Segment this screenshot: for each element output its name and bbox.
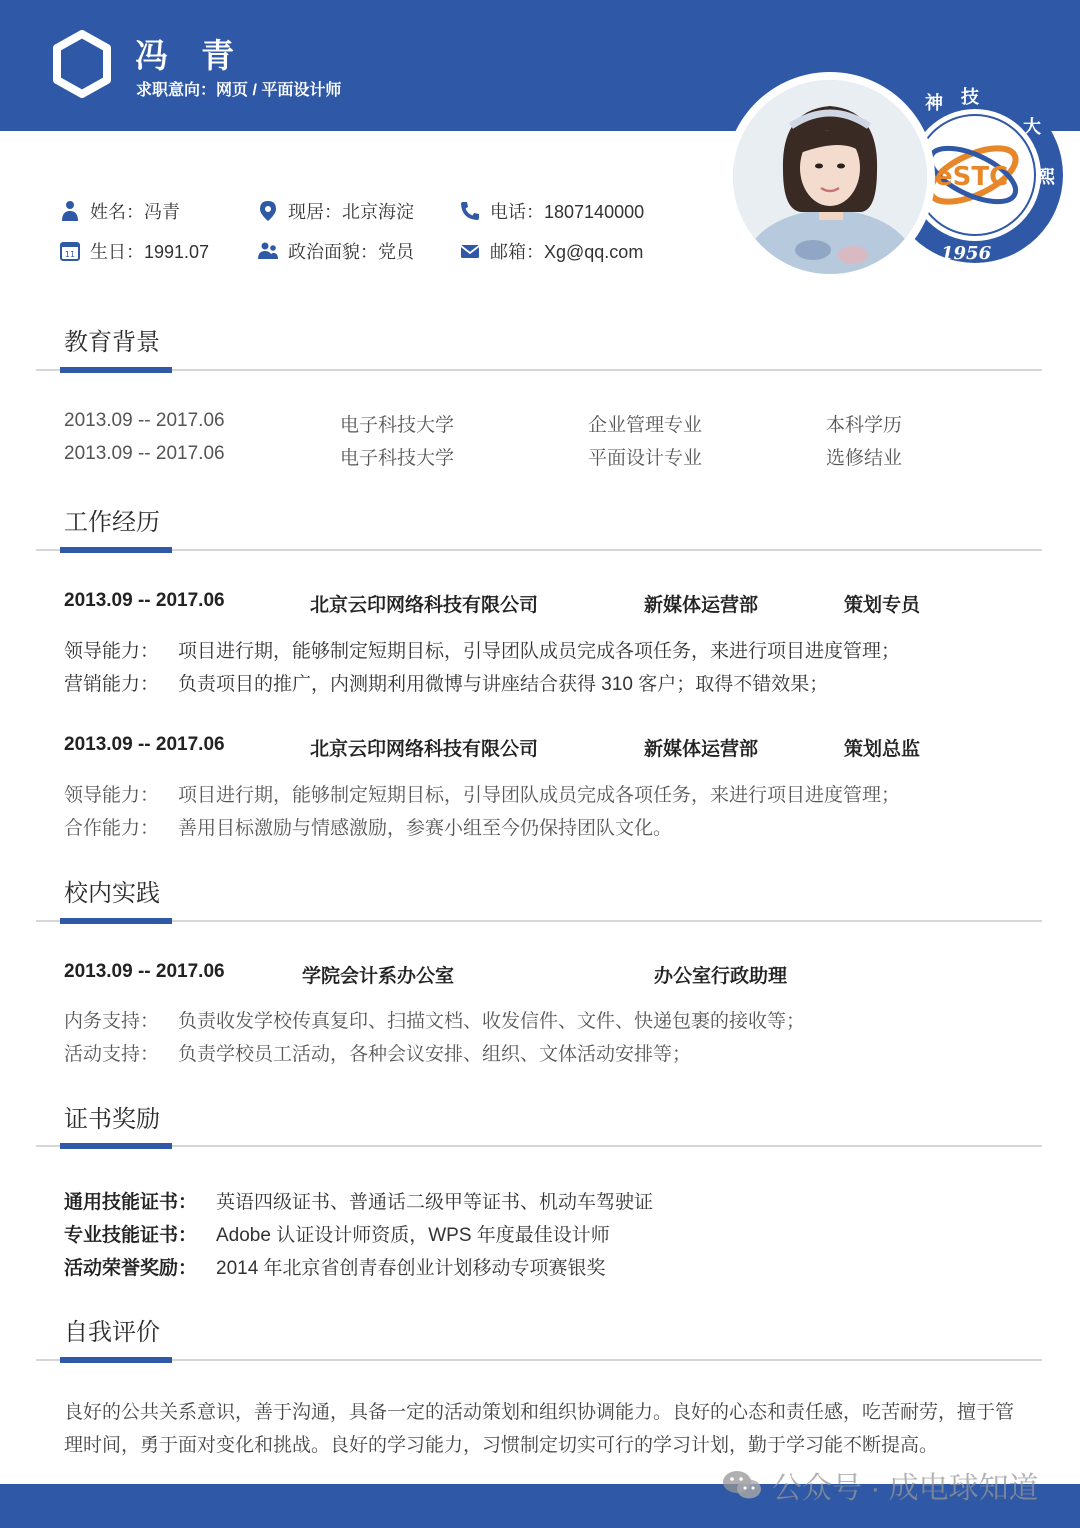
info-political: 政治面貌：党员 (256, 238, 414, 264)
info-location: 现居：北京海淀 (256, 198, 414, 224)
campus-detail: 活动支持： 负责学校员工活动，各种会议安排、组织、文体活动安排等； (64, 1044, 692, 1065)
profile-photo (733, 80, 927, 274)
info-phone: 电话：1807140000 (458, 198, 644, 224)
section-accent (60, 1143, 172, 1149)
job-detail: 合作能力： 善用目标激励与情感激励，参赛小组至今仍保持团队文化。 (64, 818, 673, 839)
award-item: 通用技能证书： 英语四级证书、普通话二级甲等证书、机动车驾驶证 (64, 1192, 654, 1213)
job-detail: 营销能力： 负责项目的推广，内测期利用微博与讲座结合获得 310 客户；取得不错效果； (64, 674, 829, 695)
info-email: 邮箱：Xg@qq.com (458, 238, 643, 264)
svg-text:11: 11 (64, 250, 76, 259)
svg-text:技: 技 (961, 87, 979, 108)
info-birthday: 11 生日：1991.07 (58, 238, 209, 264)
section-divider (36, 920, 1042, 922)
candidate-name: 冯 青 (135, 37, 247, 74)
svg-text:熙: 熙 (1037, 167, 1055, 188)
job-header: 2013.09 -- 2017.06 北京云印网络科技有限公司 新媒体运营部 策划总监 (64, 734, 921, 760)
emblem-e-letter: eSTC (935, 162, 1009, 192)
section-divider (36, 1359, 1042, 1361)
job-detail: 领导能力： 项目进行期，能够制定短期目标，引导团队成员完成各项任务，来进行项目进度管理； (64, 641, 901, 662)
info-name: 姓名：冯青 (58, 198, 180, 224)
section-divider (36, 549, 1042, 551)
svg-text:大: 大 (1023, 117, 1041, 138)
hexagon-logo-icon (52, 30, 112, 98)
section-title-campus: 校内实践 (64, 880, 160, 907)
education-row: 2013.09 -- 2017.06 电子科技大学 企业管理专业 本科学历 (64, 410, 903, 436)
svg-text:神: 神 (925, 93, 943, 114)
campus-header: 2013.09 -- 2017.06 学院会计系办公室 办公室行政助理 (64, 961, 788, 987)
personal-info (58, 198, 698, 278)
section-accent (60, 1357, 172, 1363)
people-icon (256, 239, 280, 263)
section-title-self: 自我评价 (64, 1319, 160, 1346)
calendar-icon (58, 239, 82, 263)
section-accent (60, 547, 172, 553)
section-title-work: 工作经历 (64, 509, 160, 536)
section-title-awards: 证书奖励 (64, 1106, 160, 1133)
job-detail: 领导能力： 项目进行期，能够制定短期目标，引导团队成员完成各项任务，来进行项目进度管理； (64, 785, 901, 806)
section-divider (36, 1145, 1042, 1147)
emblem-year: 1956 (941, 243, 992, 264)
section-accent (60, 918, 172, 924)
wechat-icon (722, 1468, 762, 1502)
location-pin-icon (256, 199, 280, 223)
phone-icon (458, 199, 482, 223)
award-item: 活动荣誉奖励： 2014 年北京省创青春创业计划移动专项赛银奖 (64, 1258, 606, 1279)
job-header: 2013.09 -- 2017.06 北京云印网络科技有限公司 新媒体运营部 策划专员 (64, 590, 921, 616)
education-row: 2013.09 -- 2017.06 电子科技大学 平面设计专业 选修结业 (64, 443, 903, 469)
self-evaluation-text: 良好的公共关系意识，善于沟通，具备一定的活动策划和组织协调能力。良好的心态和责任感，吃苦耐劳，擅于管理时间，勇于面对变化和挑战。良好的学习能力，习惯制定切实可行的学习计划，勤于学习能不断提高。 (64, 1402, 1015, 1456)
person-icon (58, 199, 82, 223)
mail-icon (458, 239, 482, 263)
job-intent: 求职意向：网页 / 平面设计师 (136, 82, 342, 99)
campus-detail: 内务支持： 负责收发学校传真复印、扫描文档、收发信件、文件、快递包裹的接收等； (64, 1011, 806, 1032)
section-accent (60, 367, 172, 373)
section-title-education: 教育背景 (64, 329, 160, 356)
section-divider (36, 369, 1042, 371)
watermark: 公众号 · 成电球知道 (722, 1462, 1039, 1508)
award-item: 专业技能证书： Adobe 认证设计师资质，WPS 年度最佳设计师 (64, 1225, 610, 1246)
